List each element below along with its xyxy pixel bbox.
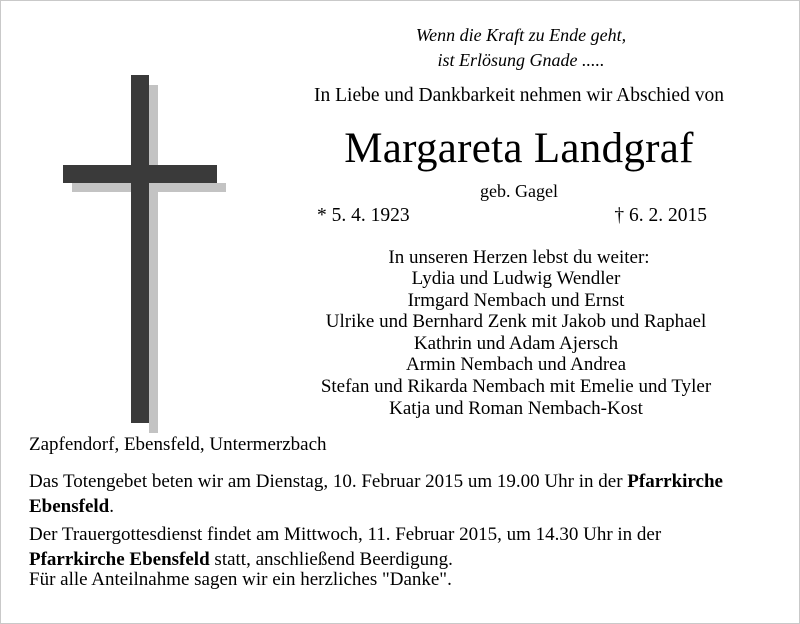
cross-horizontal-shadow — [72, 183, 226, 192]
motto-line-1: Wenn die Kraft zu Ende geht, — [415, 25, 627, 45]
cross-vertical-bar — [131, 75, 149, 423]
cross-icon — [49, 67, 249, 427]
prayer-paragraph — [29, 469, 743, 519]
list-item: Lydia und Ludwig Wendler — [411, 268, 621, 289]
prayer-text-part1: Das Totengebet beten wir am Dienstag, 10. Februar 2015 um 19.00 Uhr in der — [29, 471, 628, 492]
cross-horizontal-bar — [63, 165, 217, 183]
service-church: Pfarrkirche Ebensfeld — [29, 549, 210, 570]
birth-date: * 5. 4. 1923 — [317, 205, 410, 226]
cross-vertical-shadow — [149, 85, 158, 433]
service-paragraph — [29, 522, 743, 572]
life-dates — [279, 205, 759, 227]
memory-heading: In unseren Herzen lebst du weiter: — [388, 247, 650, 268]
notice-inner — [1, 1, 800, 624]
service-text-part1: Der Trauergottesdienst findet am Mittwoch, 11. Februar 2015, um 14.30 Uhr in der — [29, 524, 662, 545]
list-item: Stefan und Rikarda Nembach mit Emelie und Tyler — [320, 375, 712, 397]
intro-text: In Liebe und Dankbarkeit nehmen wir Abschied von — [314, 85, 724, 106]
list-item: Armin Nembach und Andrea — [405, 354, 627, 376]
places-line: Zapfendorf, Ebensfeld, Untermerzbach — [29, 434, 327, 455]
motto — [271, 23, 771, 73]
list-item: Irmgard Nembach und Ernst — [407, 289, 625, 311]
list-item: Ulrike und Bernhard Zenk mit Jakob und Raphael — [325, 311, 707, 333]
list-item: Kathrin und Adam Ajersch — [413, 332, 619, 354]
prayer-text-part2: . — [109, 496, 114, 517]
survivors-list — [241, 268, 791, 419]
thanks-paragraph: Für alle Anteilnahme sagen wir ein herzliches "Danke". — [29, 569, 452, 590]
prayer-church: Pfarrkirche Ebensfeld — [29, 471, 723, 517]
motto-line-2: ist Erlösung Gnade ..... — [437, 50, 605, 70]
deceased-name: Margareta Landgraf — [344, 125, 694, 172]
death-date: † 6. 2. 2015 — [614, 205, 707, 226]
maiden-name: geb. Gagel — [480, 181, 558, 201]
list-item: Katja und Roman Nembach-Kost — [389, 397, 643, 419]
service-text-part2: statt, anschließend Beerdigung. — [209, 549, 453, 570]
